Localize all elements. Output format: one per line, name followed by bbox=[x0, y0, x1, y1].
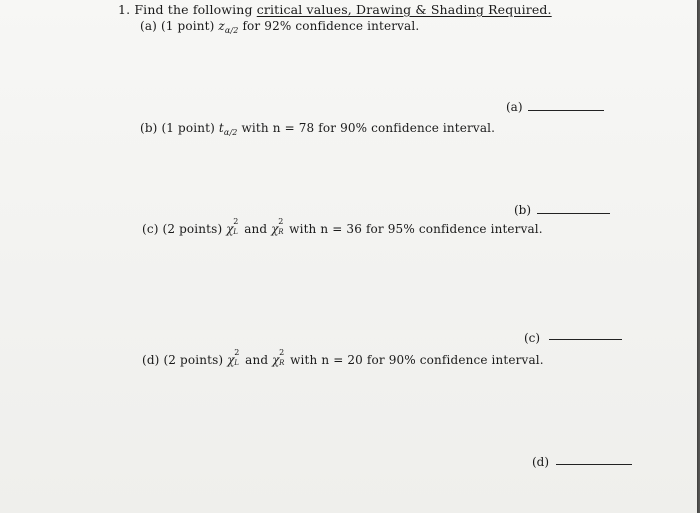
part-c-prompt bbox=[142, 217, 543, 236]
question-lead: Find the following bbox=[134, 2, 253, 17]
part-d-points: (2 points) bbox=[163, 353, 224, 367]
part-b-prompt bbox=[140, 121, 495, 137]
question-title bbox=[118, 2, 552, 17]
part-c-points: (2 points) bbox=[162, 222, 223, 236]
answer-d-label: (d) bbox=[532, 455, 550, 469]
part-d-text: with n = 20 for 90% confidence interval. bbox=[290, 353, 544, 367]
answer-d-blank[interactable] bbox=[556, 464, 632, 465]
part-d-prompt bbox=[142, 348, 544, 367]
part-c-chi-left: χ 2 L bbox=[226, 217, 239, 236]
part-a-symbol-sub: α/2 bbox=[224, 26, 239, 35]
part-c-label: (c) bbox=[142, 222, 159, 236]
answer-c-blank[interactable] bbox=[549, 339, 622, 340]
part-d-chi-right: χ 2 R bbox=[272, 348, 285, 367]
answer-b-blank[interactable] bbox=[537, 213, 610, 214]
answer-a-blank[interactable] bbox=[528, 110, 604, 111]
part-b-points: (1 point) bbox=[161, 121, 215, 135]
question-highlight: critical values, Drawing & Shading Required. bbox=[256, 2, 552, 17]
part-b-symbol: t bbox=[218, 121, 224, 135]
part-b-text: with n = 78 for 90% confidence interval. bbox=[241, 121, 496, 135]
question-number: 1. bbox=[118, 2, 131, 17]
part-c-chi-right: χ 2 R bbox=[271, 217, 284, 236]
part-b-symbol-sub: α/2 bbox=[223, 128, 238, 137]
part-a-symbol: z bbox=[218, 19, 225, 33]
part-a-points: (1 point) bbox=[160, 19, 215, 33]
part-d-chi-left: χ 2 L bbox=[227, 348, 240, 367]
part-d-label: (d) bbox=[142, 353, 160, 367]
part-d-and: and bbox=[245, 353, 269, 367]
answer-b-label: (b) bbox=[514, 203, 532, 217]
part-a-text: for 92% confidence interval. bbox=[242, 19, 420, 33]
part-a-prompt bbox=[140, 19, 419, 35]
answer-c-label: (c) bbox=[524, 331, 541, 345]
part-c-and: and bbox=[244, 222, 268, 236]
part-c-text: with n = 36 for 95% confidence interval. bbox=[289, 222, 543, 236]
part-b-label: (b) bbox=[140, 121, 158, 135]
part-a-label: (a) bbox=[140, 19, 157, 33]
answer-a-label: (a) bbox=[506, 100, 523, 114]
